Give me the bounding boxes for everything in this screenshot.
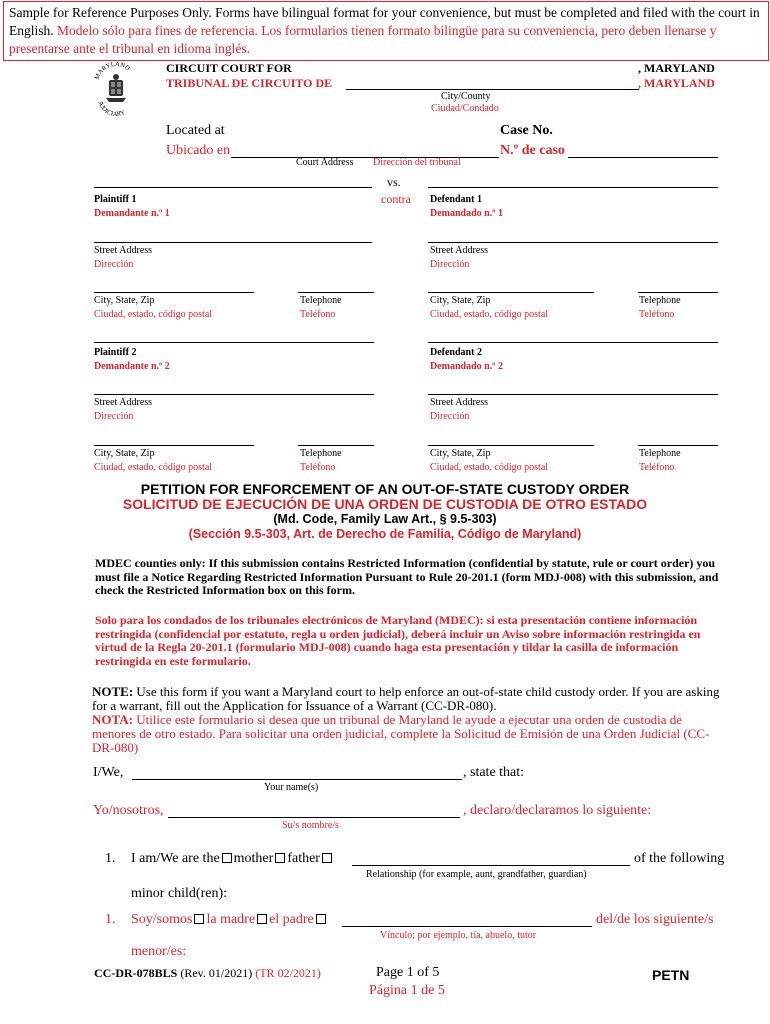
plaintiff1-phone-label-es: Teléfono bbox=[300, 309, 336, 320]
mother-label: mother bbox=[233, 851, 274, 866]
maryland-label-es: , MARYLAND bbox=[638, 76, 715, 90]
defendant2-phone-label-es: Teléfono bbox=[639, 462, 675, 473]
iwe-label-es: Yo/nosotros, bbox=[93, 803, 164, 818]
item1-intro-es: Soy/somos bbox=[131, 912, 193, 927]
plaintiff1-street-label: Street Address bbox=[94, 245, 153, 256]
court-label-en: CIRCUIT COURT FOR bbox=[166, 61, 292, 75]
form-number-footer bbox=[94, 966, 321, 981]
form-code: PETN bbox=[652, 967, 690, 983]
vs-label: vs. bbox=[387, 175, 401, 189]
svg-text:MARYLAND bbox=[94, 61, 132, 81]
city-county-label-es: Ciudad/Condado bbox=[431, 103, 499, 114]
court-label-es: TRIBUNAL DE CIRCUITO DE bbox=[166, 76, 333, 90]
revision-date: (Rev. 01/2021) bbox=[180, 966, 253, 980]
translation-date: (TR 02/2021) bbox=[255, 966, 321, 980]
your-names-caption: Your name(s) bbox=[264, 782, 319, 793]
page-number: Page 1 of 5 bbox=[376, 965, 440, 980]
coat-of-arms-icon bbox=[106, 74, 126, 102]
defendant2-label: Defendant 2 bbox=[430, 347, 482, 358]
plaintiff2-street-label: Street Address bbox=[94, 397, 153, 408]
plaintiff2-phone-label: Telephone bbox=[300, 448, 342, 459]
relationship-line[interactable] bbox=[352, 865, 630, 866]
defendant1-phone-line[interactable] bbox=[638, 292, 718, 293]
defendant1-street-label-es: Dirección bbox=[430, 259, 470, 270]
defendant2-street-label-es: Dirección bbox=[430, 411, 470, 422]
mother-checkbox-es[interactable] bbox=[194, 914, 204, 924]
defendant2-phone-line[interactable] bbox=[638, 445, 718, 446]
form-number: CC-DR-078BLS bbox=[94, 966, 178, 980]
reference-banner bbox=[3, 1, 769, 61]
court-address-caption: Court Address bbox=[296, 157, 354, 168]
defendant2-city-label-es: Ciudad, estado, código postal bbox=[430, 462, 549, 473]
item1-following-es: del/de los siguiente/s bbox=[596, 912, 714, 927]
plaintiff1-city-line[interactable] bbox=[94, 292, 254, 293]
svg-text:JUDICIARY bbox=[96, 101, 126, 119]
plaintiff1-street-line[interactable] bbox=[94, 242, 372, 243]
your-names-line[interactable] bbox=[132, 779, 462, 780]
defendant2-city-line[interactable] bbox=[428, 445, 594, 446]
item1-intro: I am/We are the bbox=[131, 851, 220, 866]
father-label: father bbox=[287, 851, 320, 866]
banner-english: Sample for Reference Purposes Only. Forms have bilingual format for your convenience, but must be completed and filed with the court in English. bbox=[9, 5, 760, 38]
defendant1-label-es: Demandado n.º 1 bbox=[430, 208, 504, 219]
plaintiff2-phone-line[interactable] bbox=[298, 445, 374, 446]
plaintiff2-city-line[interactable] bbox=[94, 445, 254, 446]
plaintiff1-line[interactable] bbox=[94, 187, 372, 188]
plaintiff1-street-label-es: Dirección bbox=[94, 259, 134, 270]
relationship-line-es[interactable] bbox=[342, 926, 592, 927]
defendant2-label-es: Demandado n.º 2 bbox=[430, 361, 504, 372]
court-name-line[interactable] bbox=[346, 89, 639, 90]
defendant2-city-label: City, State, Zip bbox=[430, 448, 491, 459]
mdec-notice: MDEC counties only: If this submission contains Restricted Information (confidential by statute, rule or court order) you must file a Notice Regarding Restricted Information Pursuant to Rule 20-201.1 (form MDJ-008) with this submission, and check the Restricted Information box on this form. bbox=[95, 556, 719, 597]
defendant1-phone-label-es: Teléfono bbox=[639, 309, 675, 320]
item1-following: of the following bbox=[634, 851, 725, 866]
plaintiff2-label-es: Demandante n.º 2 bbox=[94, 361, 170, 372]
note-label: NOTE: bbox=[92, 684, 134, 699]
statute-citation-es: (Sección 9.5-303, Art. de Derecho de Familia, Código de Maryland) bbox=[188, 527, 582, 541]
your-names-caption-es: Su/s nombre/s bbox=[282, 820, 339, 831]
plaintiff1-phone-label: Telephone bbox=[300, 295, 342, 306]
page-number-es: Página 1 de 5 bbox=[369, 983, 445, 998]
mother-label-es: la madre bbox=[206, 912, 256, 927]
maryland-label-en: , MARYLAND bbox=[638, 61, 715, 75]
plaintiff1-label: Plaintiff 1 bbox=[94, 194, 137, 205]
plaintiff1-city-label-es: Ciudad, estado, código postal bbox=[94, 309, 213, 320]
father-label-es: el padre bbox=[269, 912, 314, 927]
other-relationship-checkbox-es[interactable] bbox=[316, 914, 326, 924]
mother-checkbox[interactable] bbox=[222, 853, 232, 863]
form-title: PETITION FOR ENFORCEMENT OF AN OUT-OF-STATE CUSTODY ORDER bbox=[140, 481, 630, 497]
note-text-es: Utilice este formulario si desea que un tribunal de Maryland le ayude a ejecutar una orden de custodia de menores de otro estado. Para solicitar una orden judicial, complete la Solicitud de Emisión de una Orden Judicial (CC-DR-080) bbox=[92, 712, 710, 755]
plaintiff2-street-line[interactable] bbox=[94, 394, 374, 395]
item1-sentence-es bbox=[131, 912, 328, 928]
plaintiff2-line[interactable] bbox=[94, 342, 374, 343]
defendant1-city-label-es: Ciudad, estado, código postal bbox=[430, 309, 549, 320]
city-county-label: City/County bbox=[441, 91, 491, 102]
state-that-label: , state that: bbox=[463, 765, 525, 780]
item1-minor-children-es: menor/es: bbox=[131, 944, 187, 959]
item1-sentence bbox=[131, 851, 334, 867]
case-no-label: Case No. bbox=[500, 123, 553, 138]
relationship-caption: Relationship (for example, aunt, grandfather, guardian) bbox=[366, 869, 587, 880]
other-relationship-checkbox[interactable] bbox=[322, 853, 332, 863]
plaintiff2-phone-label-es: Teléfono bbox=[300, 462, 336, 473]
state-that-label-es: , declaro/declaramos lo siguiente: bbox=[463, 803, 652, 818]
defendant1-line[interactable] bbox=[428, 187, 718, 188]
note-paragraph-es bbox=[92, 713, 722, 755]
note-paragraph bbox=[92, 685, 722, 713]
plaintiff1-label-es: Demandante n.º 1 bbox=[94, 208, 170, 219]
father-checkbox-es[interactable] bbox=[257, 914, 267, 924]
father-checkbox[interactable] bbox=[275, 853, 285, 863]
mdec-notice-es: Solo para los condados de los tribunales electrónicos de Maryland (MDEC): si esta presentación contiene información restringida (confidencial por estatuto, regla u orden judicial), deberá incluir un Aviso sobre información restringida en virtud de la Regla 20-201.1 (formulario MDJ-008) cuando haga esta presentación y tildar la casilla de información restringida en este formulario. bbox=[95, 613, 701, 668]
plaintiff2-city-label-es: Ciudad, estado, código postal bbox=[94, 462, 213, 473]
case-no-label-es: N.º de caso bbox=[500, 143, 565, 158]
plaintiff2-city-label: City, State, Zip bbox=[94, 448, 155, 459]
plaintiff1-city-label: City, State, Zip bbox=[94, 295, 155, 306]
form-title-es: SOLICITUD DE EJECUCIÓN DE UNA ORDEN DE CUSTODIA DE OTRO ESTADO bbox=[122, 496, 648, 512]
defendant1-street-label: Street Address bbox=[430, 245, 489, 256]
maryland-judiciary-seal bbox=[92, 58, 140, 124]
relationship-caption-es: Vínculo; por ejemplo, tía, abuelo, tutor bbox=[380, 930, 537, 941]
plaintiff1-phone-line[interactable] bbox=[298, 292, 374, 293]
located-at-label-es: Ubicado en bbox=[166, 143, 231, 158]
defendant1-city-line[interactable] bbox=[428, 292, 594, 293]
defendant2-line[interactable] bbox=[428, 342, 718, 343]
seal-bottom-text: JUDICIARY bbox=[96, 100, 127, 119]
defendant1-city-label: City, State, Zip bbox=[430, 295, 491, 306]
defendant1-label: Defendant 1 bbox=[430, 194, 482, 205]
plaintiff2-street-label-es: Dirección bbox=[94, 411, 134, 422]
seal-top-text: MARYLAND bbox=[93, 60, 131, 81]
plaintiff2-label: Plaintiff 2 bbox=[94, 347, 137, 358]
defendant2-phone-label: Telephone bbox=[639, 448, 681, 459]
vs-label-es: contra bbox=[381, 192, 411, 206]
court-address-caption-es: Dirección del tribunal bbox=[373, 157, 461, 168]
defendant1-street-line[interactable] bbox=[428, 242, 718, 243]
your-names-line-es[interactable] bbox=[168, 817, 460, 818]
statute-citation: (Md. Code, Family Law Art., § 9.5-303) bbox=[273, 512, 497, 526]
defendant2-street-line[interactable] bbox=[428, 394, 718, 395]
defendant1-phone-label: Telephone bbox=[639, 295, 681, 306]
note-text: Use this form if you want a Maryland court to help enforce an out-of-state child custody order. If you are asking for a warrant, fill out the Application for Issuance of a Warrant (CC-DR-080). bbox=[92, 684, 720, 713]
item1-number-es: 1. bbox=[105, 912, 116, 927]
iwe-label: I/We, bbox=[93, 765, 124, 780]
item1-minor-children: minor child(ren): bbox=[131, 886, 228, 901]
case-number-line[interactable] bbox=[568, 157, 718, 158]
defendant2-street-label: Street Address bbox=[430, 397, 489, 408]
banner-spanish: Modelo sólo para fines de referencia. Los formularios tienen formato bilingüe para su conveniencia, pero deben llenarse y presentarse ante el tribunal en idioma inglés. bbox=[9, 23, 717, 56]
located-at-label: Located at bbox=[166, 123, 225, 138]
note-label-es: NOTA: bbox=[92, 712, 133, 727]
item1-number: 1. bbox=[105, 851, 116, 866]
